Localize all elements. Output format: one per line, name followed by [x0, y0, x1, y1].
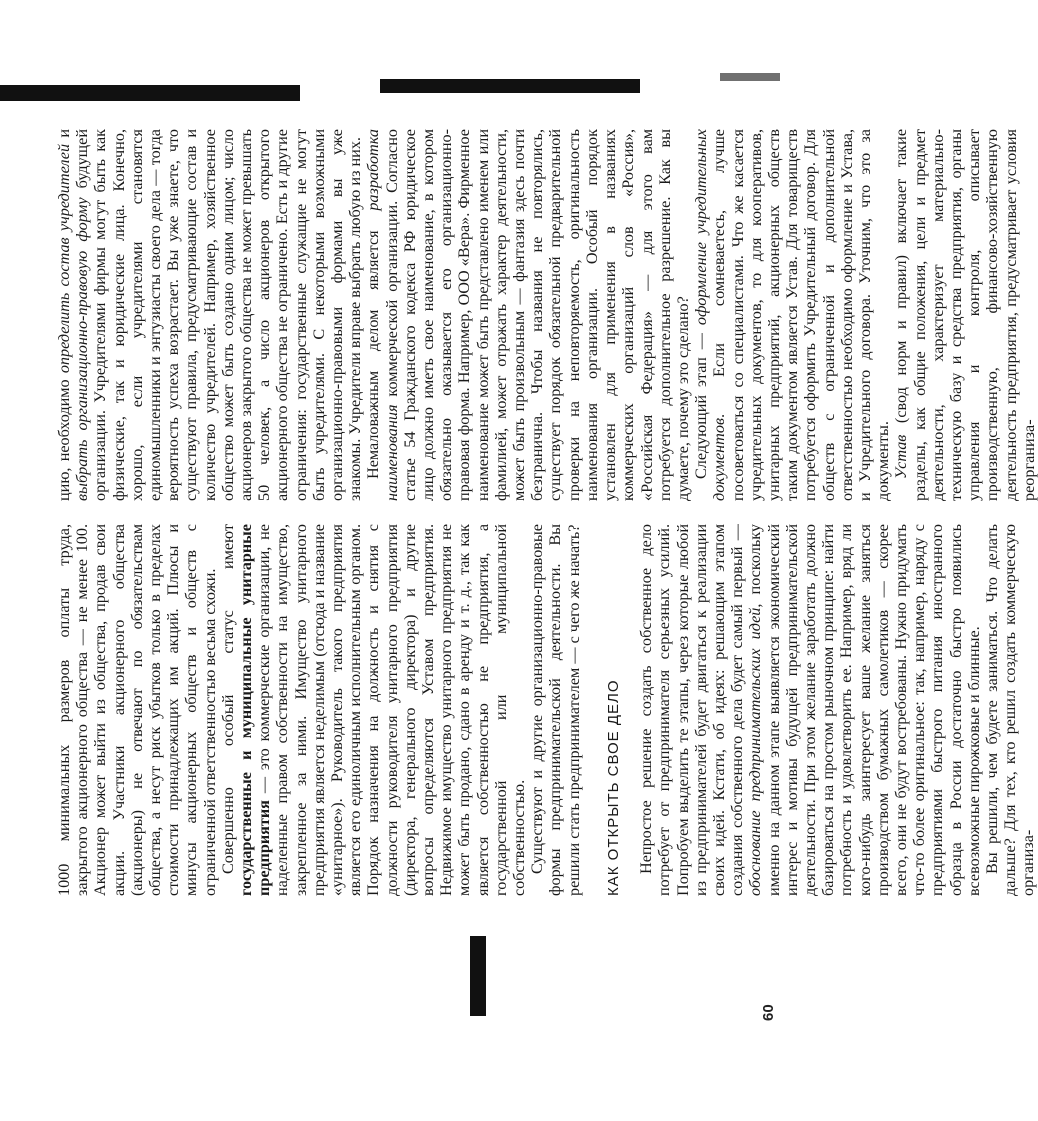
- text-run: (свод норм и правил) включает такие разделы, как общие положения, цели и предмет деятельности, характеризует материально-техническую базу и средства предприятия, органы управления и контроля, описывает производственную, финансово-хозяйственную деятельность предприятия, предусматривает условия реорганиза-: [892, 129, 1038, 501]
- paragraph: [692, 129, 892, 501]
- text-run: Следующий этап —: [692, 325, 711, 479]
- text-run: цию, необходимо: [55, 373, 73, 501]
- paragraph: [892, 129, 1038, 501]
- italic-term: оформление учредительных документов: [692, 129, 729, 501]
- text-run: — это коммерческие организации, не наделенные правом собственности на имущество, закрепленное за ними. Имущество унитарного предприятия является неделимым (отсюда и название «унитарное»). Руководитель такого предприятия является его единоличным исполнительным органом. Порядок назначения на должность и снятия с должности руководителя унитарного предприятия (директора, генерального директора) и другие вопросы определяются Уставом предприятия. Недвижимое имущество унитарного предприятия не может быть продано, сдано в аренду и т. д., так как является собственностью не предприятия, а государственной или муниципальной собственностью.: [255, 524, 529, 896]
- text-run: Непростое решение создать собственное дело потребует от предпринимателя серьезных усилий. Попробуем выделить те этапы, через которые любой из предпринимателей будет двигаться к реализации своих идей. Кстати, об идеях: решающим этапом создания собственного дела будет самый первый —: [637, 524, 747, 896]
- paragraph: Вы решили, чем будете заниматься. Что делать дальше? Для тех, кто решил создать коммерческую организа-: [982, 524, 1038, 896]
- scan-edge-bar: [0, 85, 300, 101]
- italic-term: Устав: [892, 434, 911, 479]
- italic-term: обоснование предпринимательских идей: [746, 607, 765, 896]
- italic-term: выбрать организационно-правовую форму: [73, 197, 92, 501]
- paragraph: 1000 минимальных размеров оплаты труда, закрытого акционерного общества — не менее 100. Акционер может выйти из общества, продав свои акции. Участники акционерного общества (акционеры) не отвечают по обязательствам общества, а несут риск убытков только в пределах стоимости принадлежащих им акций. Плюсы и минусы акционерных обществ и обществ с ограниченной ответственностью весьма схожи.: [55, 524, 219, 896]
- text-run: , поскольку именно на данном этапе выявляется экономический интерес и мотивы будущей предпринимательской деятельности. При этом желание заработать должно базироваться на простом рыночном принципе: найти потребность и удовлетворить ее. Например, вряд ли кого-нибудь заинтересует ваше желание заняться производством бумажных самолетиков — скорее всего, они не будут востребованы. Нужно придумать что-то более оригинальное: так, например, наряду с предприятиями быстрого питания иностранного образца в России достаточно быстро появились всевозможные пирожковые и блинные.: [746, 524, 983, 896]
- italic-term: определить состав учредителей: [55, 143, 73, 374]
- paragraph: [219, 524, 528, 896]
- paragraph: [637, 524, 983, 896]
- text-run: Немаловажным делом является: [364, 210, 383, 479]
- text-run: Совершенно особый статус имеют: [218, 524, 237, 874]
- scan-edge-mark: [470, 936, 486, 1016]
- left-text-column: [55, 524, 1038, 896]
- bold-term: государственные и муниципальные унитарные предприятия: [237, 524, 274, 896]
- text-run: . Если сомневаетесь, лучше посоветоваться со специалистами. Что же касается учредительных документов, то для кооперативов, унитарных предприятий, акционерных обществ таким документом является Устав. Для товариществ потребуется оформить Учредительный договор. Для обществ с ограниченной и дополнительной ответственностью необходимо оформление и Устава, и Учредительного договора. Уточним, что это за документы.: [710, 129, 893, 501]
- italic-term: разработка наименования: [364, 129, 401, 501]
- paragraph: [55, 129, 364, 501]
- paragraph: Существуют и другие организационно-правовые формы предпринимательской деятельности. Вы решили стать предпринимателем — с чего же начать?: [528, 524, 583, 896]
- scan-edge-bar: [720, 73, 780, 81]
- page-number: 60: [760, 1004, 777, 1021]
- right-text-column: [55, 129, 1038, 501]
- paragraph: [364, 129, 692, 501]
- text-run: будущей организации. Учредителями фирмы могут быть как физические, так и юридические лица. Конечно, хорошо, если учредителями становятся единомышленники и энтузиасты своего дела — тогда вероятность успеха возрастает. Вы уже знаете, что существуют правила, предусматривающие состав и количество учредителей. Например, хозяйственное общество может быть создано одним лицом; число акционеров закрытого общества не может превышать 50 человек, а число акционеров открытого акционерного общества не ограничено. Есть и другие ограничения: государственные служащие не могут быть учредителями. С некоторыми возможными организационно-правовыми формами вы уже знакомы. Учредители вправе выбрать любую из них.: [73, 129, 365, 501]
- text-run: коммерческой организации. Согласно статье 54 Гражданского кодекса РФ юридическое лицо должно иметь свое наименование, в котором обязательно оказывается его организационно-правовая форма. Например, ООО «Вера». Фирменное наименование может быть представлено именем или фамилией, может отражать характер деятельности, может быть произвольным — фантазия здесь почти безгранична. Чтобы названия не повторялись, существует порядок обязательной предварительной проверки на неповторяемость, оригинальность наименования организации. Особый порядок установлен для применения в названиях коммерческих организаций слов «Россия», «Российская Федерация» — для этого вам потребуется дополнительное разрешение. Как вы думаете, почему это сделано?: [382, 129, 692, 501]
- text-run: и: [55, 129, 73, 144]
- section-heading: КАК ОТКРЫТЬ СВОЕ ДЕЛО: [604, 679, 622, 896]
- scan-edge-bar: [380, 79, 640, 93]
